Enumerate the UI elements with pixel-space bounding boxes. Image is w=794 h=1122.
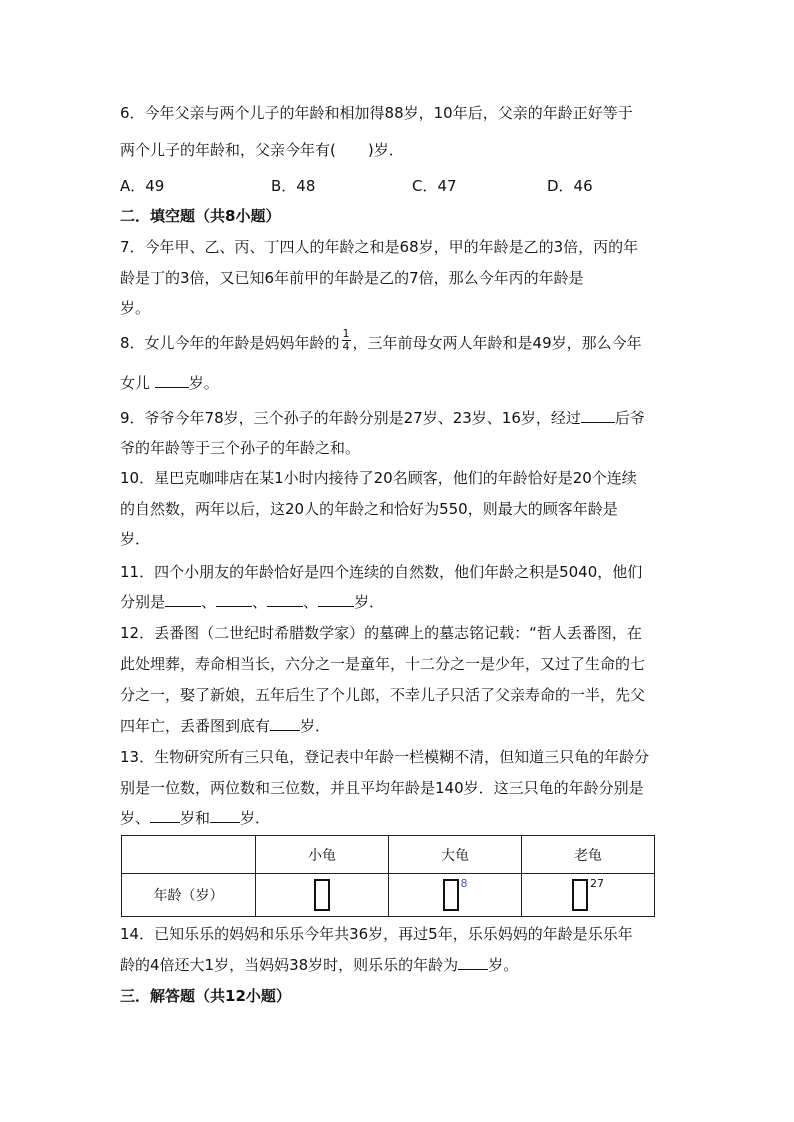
q13-line2: 别是一位数，两位数和三位数，并且平均年龄是140岁．这三只龟的年龄分别是 [120,779,644,797]
q12-line3: 分之一，娶了新娘，五年后生了个儿郎，不幸儿子只活了父亲寿命的一半，先父 [120,686,646,704]
section3-heading: 三．解答题（共12小题） [120,987,291,1005]
q7-line3: 岁。 [120,299,151,317]
q14-answer-blank [458,955,488,970]
q14-line2-end: 岁。 [488,956,519,974]
q13-line3-end: 岁． [240,809,271,827]
q10-line2: 的自然数，两年以后，这20人的年龄之和恰好为550，则最大的顾客年龄是 [120,500,618,518]
q11-line2-end: 岁． [354,593,385,611]
q12-line2: 此处埋葬，寿命相当长，六分之一是童年，十二分之一是少年，又过了生命的七 [120,655,646,673]
q13-line1: 13．生物研究所有三只龟，登记表中年龄一栏模糊不清，但知道三只龟的年龄分 [120,748,650,766]
q11-sep-2: 、 [252,593,268,611]
q12-answer-blank [270,716,300,731]
q11-line2-text: 分别是 [120,593,166,611]
q13-answer-blank-2 [150,808,180,823]
table-row [122,874,655,917]
q11-answer-blank-2 [216,592,252,607]
table-header-big-turtle: 大龟 [389,836,522,874]
q10-line3: 岁． [120,530,151,548]
q7-line1: 7．今年甲、乙、丙、丁四人的年龄之和是68岁，甲的年龄是乙的3倍，丙的年 [120,238,639,256]
q6-line2 [120,140,404,160]
q6-option-a: A．49 [120,177,165,195]
q13-line3-text-1: 岁、 [120,809,151,827]
q8-fraction-numerator: 1 [342,327,350,340]
q13-answer-blank-3 [210,808,240,823]
big-turtle-known-digit: 8 [460,877,468,890]
q12-line1: 12．丢番图（二世纪时希腊数学家）的墓碑上的墓志铭记载：“哲人丢番图，在 [120,624,642,642]
blurred-digit-box [443,879,459,911]
q14-line2-text: 龄的4倍还大1岁，当妈妈38岁时，则乐乐的年龄为 [120,956,459,974]
q11-answer-blank-4 [318,592,354,607]
q11-sep-1: 、 [201,593,217,611]
q11-sep-3: 、 [303,593,319,611]
q13-line3-text-2: 岁和 [180,809,211,827]
q8-answer-blank [155,373,189,388]
big-turtle-age-cell [389,874,522,917]
q11-line2 [120,592,384,612]
q6-option-c: C．47 [412,177,457,195]
q9-line2: 爷的年龄等于三个孙子的年龄之和。 [120,439,361,457]
q8-line1-end: ，三年前母女两人年龄和是49岁，那么今年 [352,334,642,352]
table-header-row [122,836,655,874]
q6-line2-end: )岁． [367,141,404,159]
q6-line2-text: 两个儿子的年龄和，父亲今年有( [120,141,336,159]
q14-line2 [120,955,518,975]
q9-line1 [120,408,645,428]
q6-option-b: B．48 [271,177,316,195]
q6-line1: 6．今年父亲与两个儿子的年龄和相加得88岁，10年后，父亲的年龄正好等于 [120,104,633,122]
q8-line2-text: 女儿 [120,374,155,392]
q9-answer-blank [581,408,615,423]
table-header-small-turtle: 小龟 [256,836,389,874]
q8-line2 [120,373,219,393]
table-row-label: 年龄（岁） [122,874,256,917]
section2-heading: 二．填空题（共8小题） [120,207,281,225]
q9-line1-end: 后爷 [614,409,645,427]
q12-line4-end: 岁． [300,717,331,735]
old-turtle-known-digits: 27 [590,877,604,890]
blurred-digit-box [572,879,588,911]
q7-line2: 龄是丁的3倍，又已知6年前甲的年龄是乙的7倍，那么今年丙的年龄是 [120,269,584,287]
q10-line1: 10．星巴克咖啡店在某1小时内接待了20名顾客，他们的年龄恰好是20个连续 [120,469,637,487]
turtle-age-table [121,835,655,917]
q8-line1-text: 8．女儿今年的年龄是妈妈年龄的 [120,334,340,352]
blurred-digit-box [314,879,330,911]
q8-line1 [120,327,642,356]
q8-line2-end: 岁。 [188,374,219,392]
q11-line1: 11．四个小朋友的年龄恰好是四个连续的自然数，他们年龄之积是5040，他们 [120,563,643,581]
table-header-old-turtle: 老龟 [522,836,655,874]
q6-option-d: D．46 [547,177,593,195]
q14-line1: 14．已知乐乐的妈妈和乐乐今年共36岁，再过5年，乐乐妈妈的年龄是乐乐年 [120,925,633,943]
small-turtle-age-cell [256,874,389,917]
q12-line4-text: 四年亡，丢番图到底有 [120,717,271,735]
q11-answer-blank-1 [165,592,201,607]
q8-fraction [342,328,351,353]
table-header-empty [122,836,256,874]
q9-line1-text: 9．爷爷今年78岁，三个孙子的年龄分别是27岁、23岁、16岁，经过 [120,409,581,427]
q12-line4 [120,716,330,736]
q8-fraction-denominator: 4 [342,340,350,353]
old-turtle-age-cell [522,874,655,917]
q11-answer-blank-3 [267,592,303,607]
q13-line3 [120,808,270,828]
